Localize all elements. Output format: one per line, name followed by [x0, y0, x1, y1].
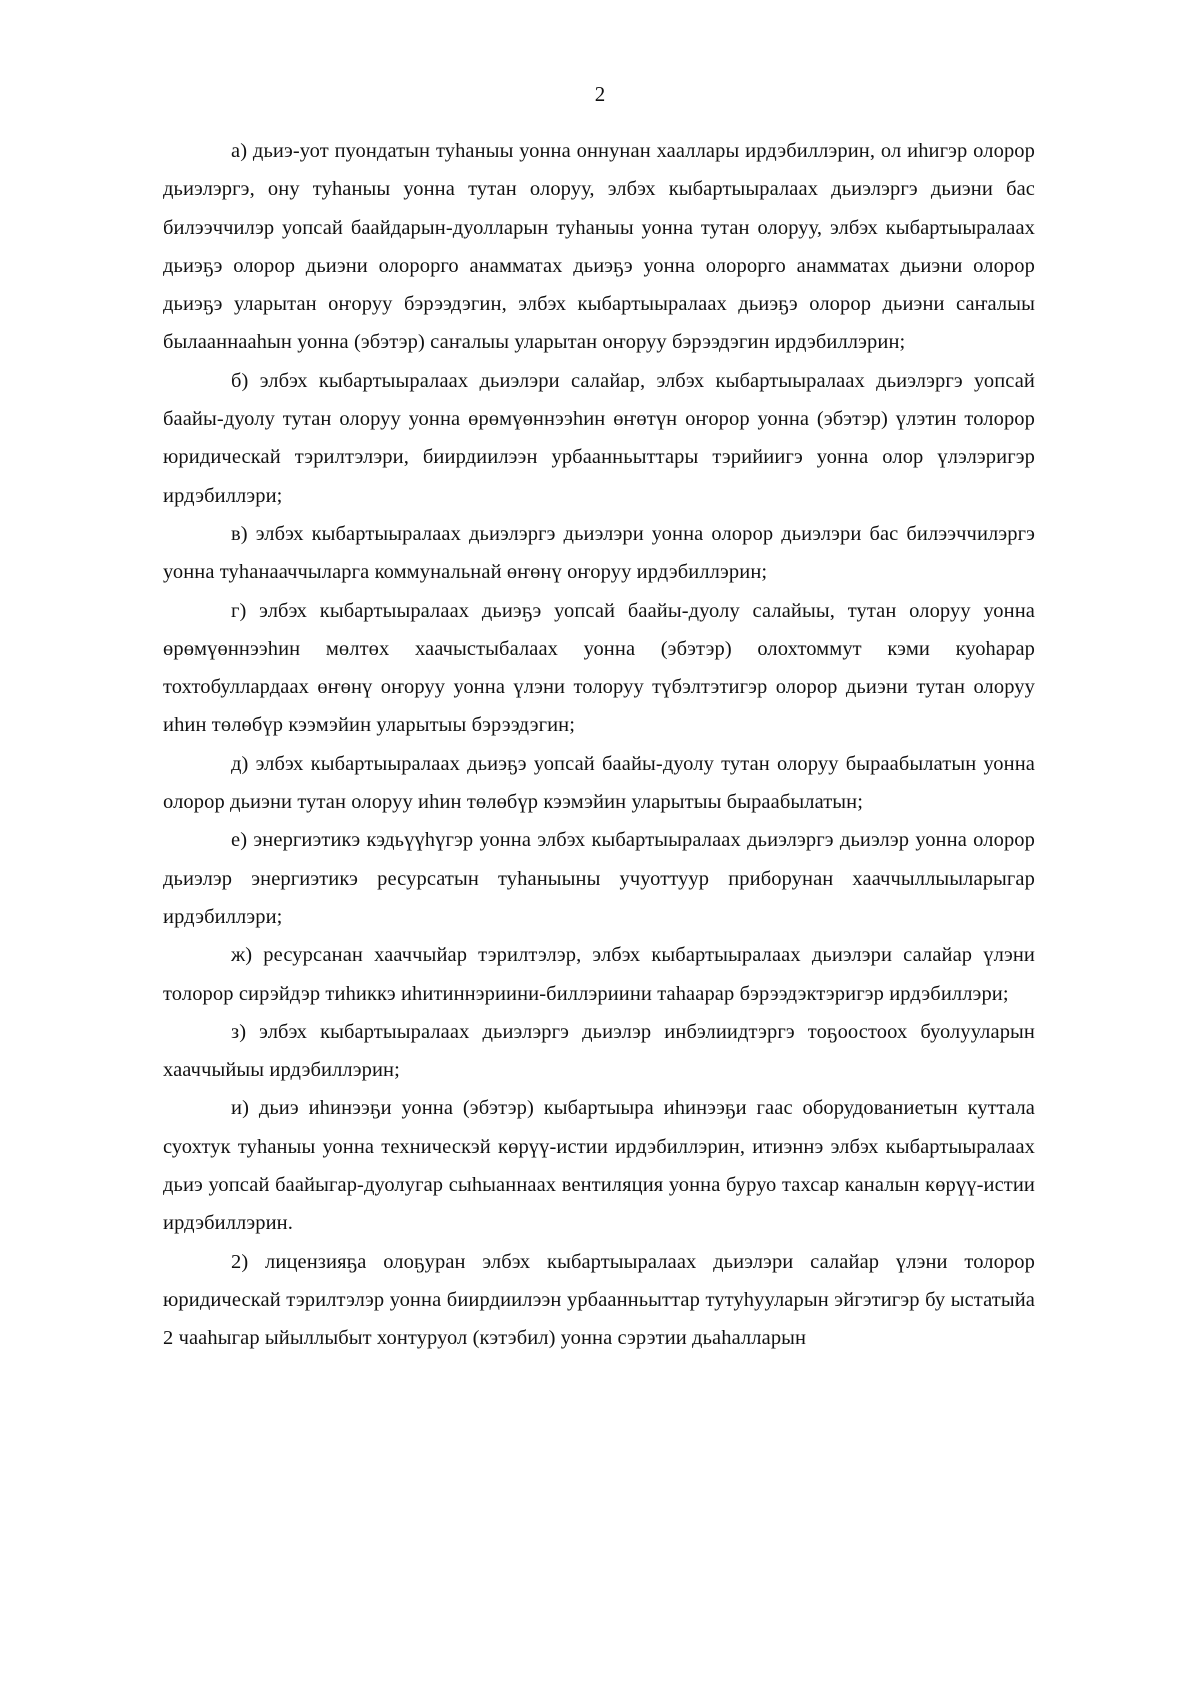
- paragraph-v: в) элбэх кыбартыыралаах дьиэлэргэ дьиэлэри уонна олорор дьиэлэри бас билээччилэргэ уонна туһанааччыларга коммунальнай өҥөнү оҥоруу ирдэбиллэрин;: [163, 522, 1035, 584]
- paragraph-2: 2) лицензияҕа олоҕуран элбэх кыбартыыралаах дьиэлэри салайар үлэни толорор юридическай тэрилтэлэр уонна биирдиилээн урбаанньыттар тутуһууларын эйгэтигэр бу ыстатыйа 2 чааһыгар ыйыллыбыт хонтуруол (кэтэбил) уонна сэрэтии дьаһалларын: [163, 1250, 1035, 1350]
- paragraph-zh: ж) ресурсанан хааччыйар тэрилтэлэр, элбэх кыбартыыралаах дьиэлэри салайар үлэни толорор сирэйдэр тиһиккэ иһитиннэриини-биллэриини таһаарар бэрээдэктэригэр ирдэбиллэри;: [163, 944, 1035, 1005]
- document-body: [163, 132, 1035, 1358]
- page-number: 2: [594, 82, 606, 106]
- paragraph-g: г) элбэх кыбартыыралаах дьиэҕэ уопсай баайы-дуолу салайыы, тутан олоруу уонна өрөмүөннээһин мөлтөх хаачыстыбалаах уонна (эбэтэр) олохтоммут кэми куоһарар тохтобуллардаах өҥөнү оҥоруу уонна үлэни толоруу түбэлтэтигэр олорор дьиэни тутан олоруу иһин төлөбүр кээмэйин уларытыы бэрээдэгин;: [163, 599, 1035, 737]
- paragraph-b: б) элбэх кыбартыыралаах дьиэлэри салайар, элбэх кыбартыыралаах дьиэлэргэ уопсай баайы-дуолу тутан олоруу уонна өрөмүөннээһин өҥөтүн оҥорор уонна (эбэтэр) үлэтин толорор юридическай тэрилтэлэри, биирдиилээн урбаанньыттары тэрийиигэ уонна олор үлэлэригэр ирдэбиллэри;: [163, 369, 1035, 507]
- paragraph-z: з) элбэх кыбартыыралаах дьиэлэргэ дьиэлэр инбэлиидтэргэ тоҕоостоох буолууларын хааччыйыы ирдэбиллэрин;: [163, 1020, 1035, 1082]
- paragraph-i: и) дьиэ иһинээҕи уонна (эбэтэр) кыбартыыра иһинээҕи гаас оборудованиетын куттала суохтук туһаныы уонна техническэй көрүү-истии ирдэбиллэрин, итиэннэ элбэх кыбартыыралаах дьиэ уопсай баайыгар-дуолугар сыһыаннаах вентиляция уонна буруо тахсар каналын көрүү-истии ирдэбиллэрин.: [163, 1097, 1035, 1235]
- paragraph-a: а) дьиэ-уот пуондатын туһаныы уонна оннунан хааллары ирдэбиллэрин, ол иһигэр олорор дьиэлэргэ, ону туһаныы уонна тутан олоруу, элбэх кыбартыыралаах дьиэлэргэ дьиэни бас билээччилэр уопсай баайдарын-дуолларын туһаныы уонна тутан олоруу, элбэх кыбартыыралаах дьиэҕэ олорор дьиэни олорорго анамматах дьиэҕэ уонна олорорго анамматах дьиэни олорор дьиэҕэ уларытан оҥоруу бэрээдэгин, элбэх кыбартыыралаах дьиэҕэ олорор дьиэни саҥалыы былааннааһын уонна (эбэтэр) саҥалыы уларытан оҥоруу бэрээдэгин ирдэбиллэрин;: [163, 140, 1035, 354]
- paragraph-d: д) элбэх кыбартыыралаах дьиэҕэ уопсай баайы-дуолу тутан олоруу быраабылатын уонна олорор дьиэни тутан олоруу иһин төлөбүр кээмэйин уларытыы быраабылатын;: [163, 752, 1035, 814]
- paragraph-e: е) энергиэтикэ кэдьүүһүгэр уонна элбэх кыбартыыралаах дьиэлэргэ дьиэлэр уонна олорор дьиэлэр энергиэтикэ ресурсатын туһаныыны учуоттуур приборунан хааччыллыыларыгар ирдэбиллэри;: [163, 829, 1035, 928]
